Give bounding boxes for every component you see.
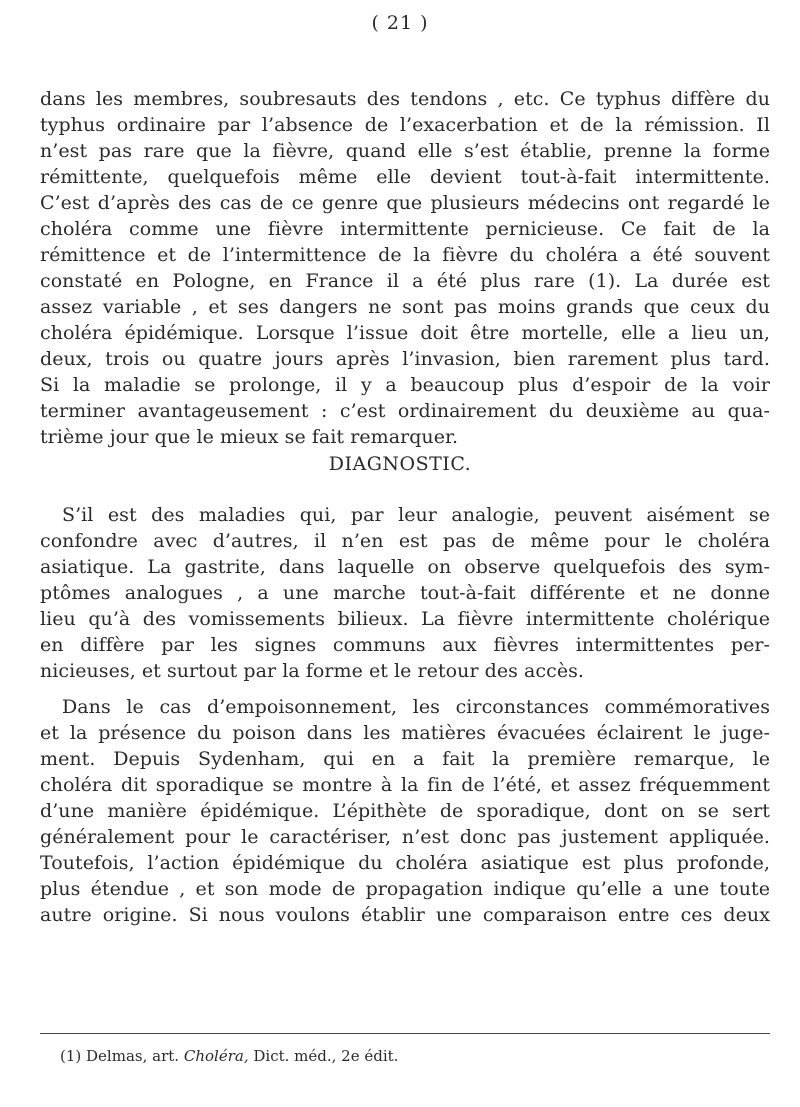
- text-line: et la présence du poison dans les matières évacuées éclairent le juge-: [40, 722, 770, 744]
- text-line: Toutefois, l’action épidémique du choléra asiatique est plus profonde,: [40, 852, 770, 874]
- text-line: en diffère par les signes communs aux fièvres intermittentes per-: [40, 634, 770, 656]
- text-line: trième jour que le mieux se fait remarquer.: [40, 426, 459, 448]
- footnote-reference: Dict. méd., 2e édit.: [253, 1047, 399, 1065]
- text-line: Dans le cas d’empoisonnement, les circonstances commémoratives: [62, 696, 770, 718]
- text-line: asiatique. La gastrite, dans laquelle on observe quelquefois des sym-: [40, 556, 770, 578]
- text-line: deux, trois ou quatre jours après l’invasion, bien rarement plus tard.: [40, 348, 770, 370]
- text-line: généralement pour le caractériser, n’est donc pas justement appliquée.: [40, 826, 770, 848]
- text-line: rémittente, quelquefois même elle devient tout-à-fait intermittente.: [40, 166, 770, 188]
- page-number: ( 21 ): [371, 12, 429, 34]
- text-line: ptômes analogues , a une marche tout-à-fait différente et ne donne: [40, 582, 770, 604]
- text-line: S’il est des maladies qui, par leur analogie, peuvent aisément se: [62, 504, 770, 526]
- text-line: confondre avec d’autres, il n’en est pas de même pour le choléra: [40, 530, 770, 552]
- text-line: constaté en Pologne, en France il a été plus rare (1). La durée est: [40, 270, 770, 292]
- footnote-art: art.: [152, 1047, 180, 1065]
- text-line: typhus ordinaire par l’absence de l’exacerbation et de la rémission. Il: [40, 114, 770, 136]
- text-line: lieu qu’à des vomissements bilieux. La fièvre intermittente cholérique: [40, 608, 770, 630]
- text-line: rémittence et de l’intermittence de la fièvre du choléra a été souvent: [40, 244, 770, 266]
- text-line: choléra dit sporadique se montre à la fin de l’été, et assez fréquemment: [40, 774, 770, 796]
- text-line: nicieuses, et surtout par la forme et le retour des accès.: [40, 660, 585, 682]
- footnote-divider: [40, 1033, 770, 1034]
- text-line: choléra épidémique. Lorsque l’issue doit être mortelle, elle a lieu un,: [40, 322, 770, 344]
- text-line: dans les membres, soubresauts des tendons , etc. Ce typhus diffère du: [40, 88, 770, 110]
- text-line: choléra comme une fièvre intermittente pernicieuse. Ce fait de la: [40, 218, 770, 240]
- text-line: plus étendue , et son mode de propagation indique qu’elle a une toute: [40, 878, 770, 900]
- text-line: assez variable , et ses dangers ne sont pas moins grands que ceux du: [40, 296, 770, 318]
- footnote-authors: Delmas,: [86, 1047, 148, 1065]
- text-line: ment. Depuis Sydenham, qui en a fait la première remarque, le: [40, 748, 770, 770]
- footnote-title: Choléra,: [183, 1047, 249, 1065]
- footnote-mark: (1): [60, 1047, 82, 1065]
- text-line: autre origine. Si nous voulons établir une comparaison entre ces deux: [40, 904, 770, 926]
- text-line: terminer avantageusement : c’est ordinairement du deuxième au qua-: [40, 400, 770, 422]
- text-line: d’une manière épidémique. L’épithète de sporadique, dont on se sert: [40, 800, 770, 822]
- text-line: n’est pas rare que la fièvre, quand elle s’est établie, prenne la forme: [40, 140, 770, 162]
- footnote: [60, 1047, 398, 1065]
- text-line: C’est d’après des cas de ce genre que plusieurs médecins ont regardé le: [40, 192, 770, 214]
- section-heading: DIAGNOSTIC.: [328, 453, 472, 475]
- text-line: Si la maladie se prolonge, il y a beaucoup plus d’espoir de la voir: [40, 374, 770, 396]
